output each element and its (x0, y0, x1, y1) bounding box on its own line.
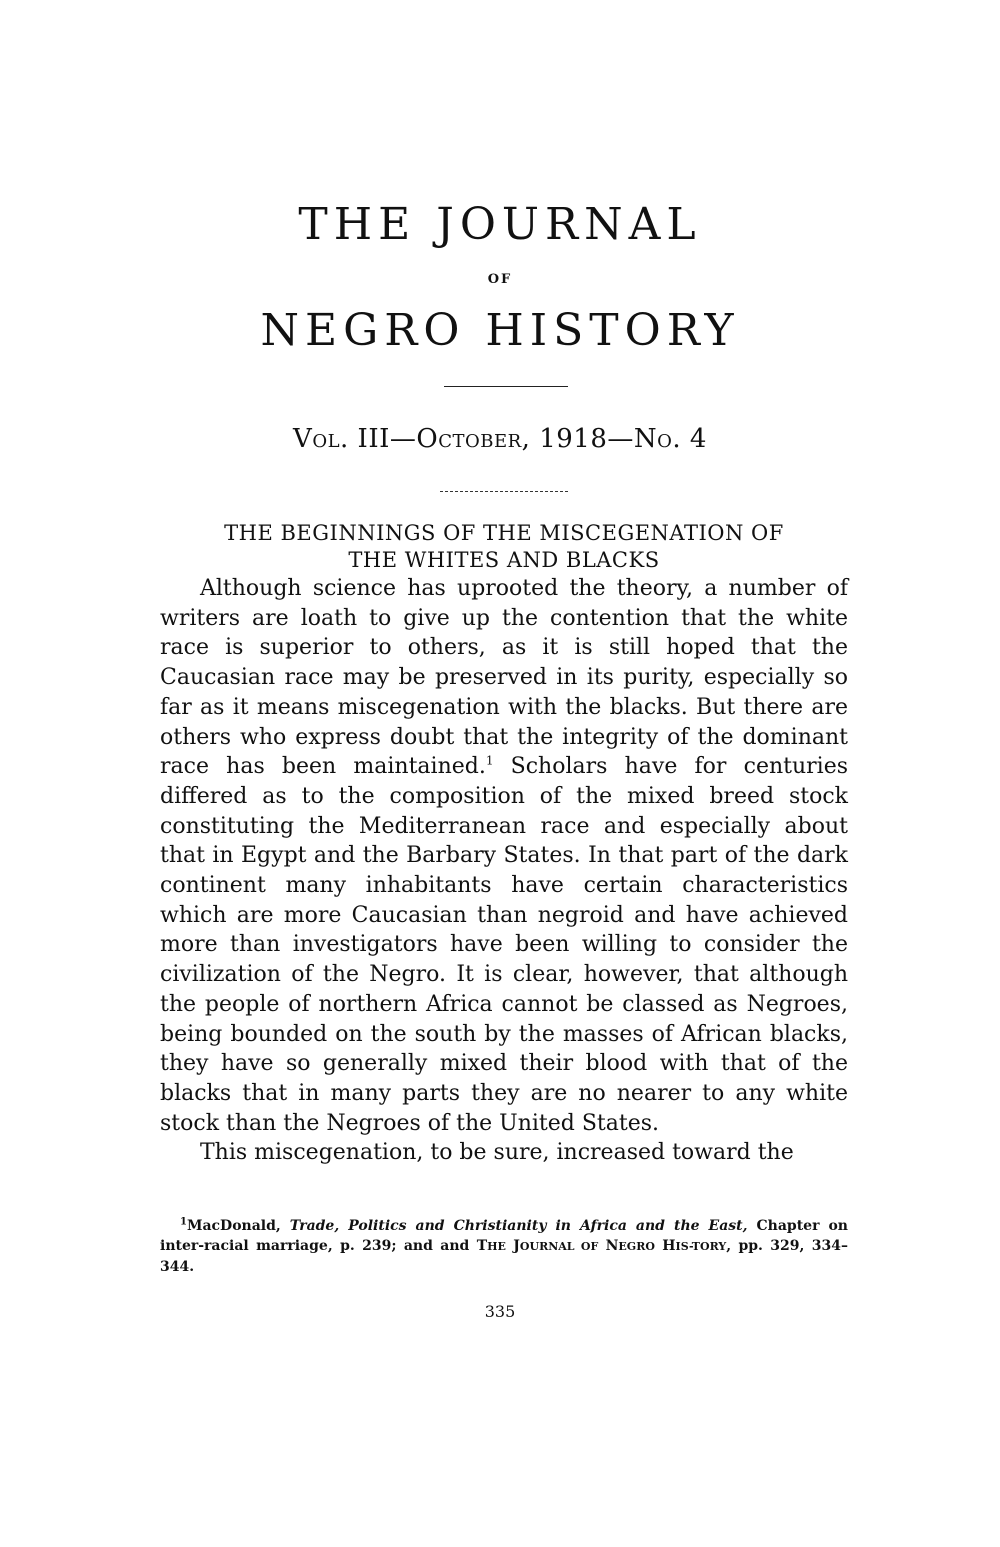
issue-vol-initial: V (293, 424, 313, 454)
article-title-line2: THE WHITES AND BLACKS (348, 548, 660, 572)
paragraph-1-text-b: Scholars have for centuries differed as to the composition of the mixed breed stock constituting the Mediterranean race and especially about that in Egypt and the Barbary States. In that part of the dark continent many inhabitants have certain characteristics which are more Caucasian than negroid and have achieved more than investigators have been willing to consider the civilization of the Negro. It is clear, however, that although the people of northern Africa cannot be classed as Negroes, being bounded on the south by the masses of African blacks, they have so generally mixed their blood with that of the blacks that in many parts they are no nearer to any white stock than the Negroes of the United States. (160, 754, 849, 1136)
footnote-journal-tory: TORY (691, 1240, 727, 1253)
footnote-journal-he: HE (487, 1240, 506, 1253)
footnote-reference: 1 (485, 753, 494, 768)
issue-month-initial: O (416, 424, 439, 454)
footnote-journal-ournal: OURNAL (519, 1240, 575, 1253)
journal-title-line2: NEGRO HISTORY (260, 305, 740, 356)
paragraph-2: This miscegenation, to be sure, increased toward the (200, 1140, 794, 1166)
footnote (160, 1216, 848, 1277)
footnote-journal-of: OF (574, 1240, 599, 1253)
issue-year: , 1918— (521, 424, 634, 454)
footnote-journal-n: N (598, 1238, 619, 1254)
paragraph-1 (160, 574, 848, 1138)
issue-no-number: . 4 (672, 424, 707, 454)
footnote-text-1: Chapter on inter-racial marriage, p. 239; and and (160, 1218, 848, 1254)
article-title-line1: THE BEGINNINGS OF THE MISCEGENATION OF (224, 521, 784, 545)
journal-title-line1: THE JOURNAL (298, 199, 702, 250)
footnote-author: MacDonald, (186, 1218, 290, 1234)
paragraph-1-text-a: Although science has uprooted the theory, a number of writers are loath to give up the contention that the white race is superior to others, as it is still hoped that the Caucasian race may be preserved in its purity, especially so far as it means miscegenation with the blacks. But there are others who express doubt that the integrity of the dominant race has been maintained. (160, 576, 848, 780)
article-body (160, 574, 848, 1168)
issue-no-initial: N (633, 424, 658, 454)
issue-line (0, 424, 1000, 454)
footnote-text-2: , pp. 329, 334–344. (160, 1238, 848, 1275)
issue-vol-rest: OL (312, 431, 341, 452)
issue-month-rest: CTOBER (438, 431, 522, 452)
footnote-journal-is: IS- (675, 1240, 692, 1253)
footnote-journal-j: J (505, 1238, 520, 1254)
article-title (160, 520, 848, 574)
journal-title-of: OF (487, 272, 513, 287)
footnote-journal-h: H (654, 1238, 676, 1254)
masthead-divider (444, 386, 568, 387)
issue-divider (440, 491, 568, 492)
footnote-number: 1 (180, 1216, 187, 1228)
issue-vol-number: . III— (340, 424, 417, 454)
footnote-1 (160, 1216, 848, 1277)
issue-no-rest: O (657, 431, 673, 452)
footnote-journal-egro: EGRO (618, 1240, 655, 1253)
footnote-journal-t: T (476, 1238, 488, 1254)
page-number: 335 (484, 1302, 516, 1321)
footnote-work-title: Trade, Politics and Christianity in Africa and the East, (289, 1218, 748, 1234)
